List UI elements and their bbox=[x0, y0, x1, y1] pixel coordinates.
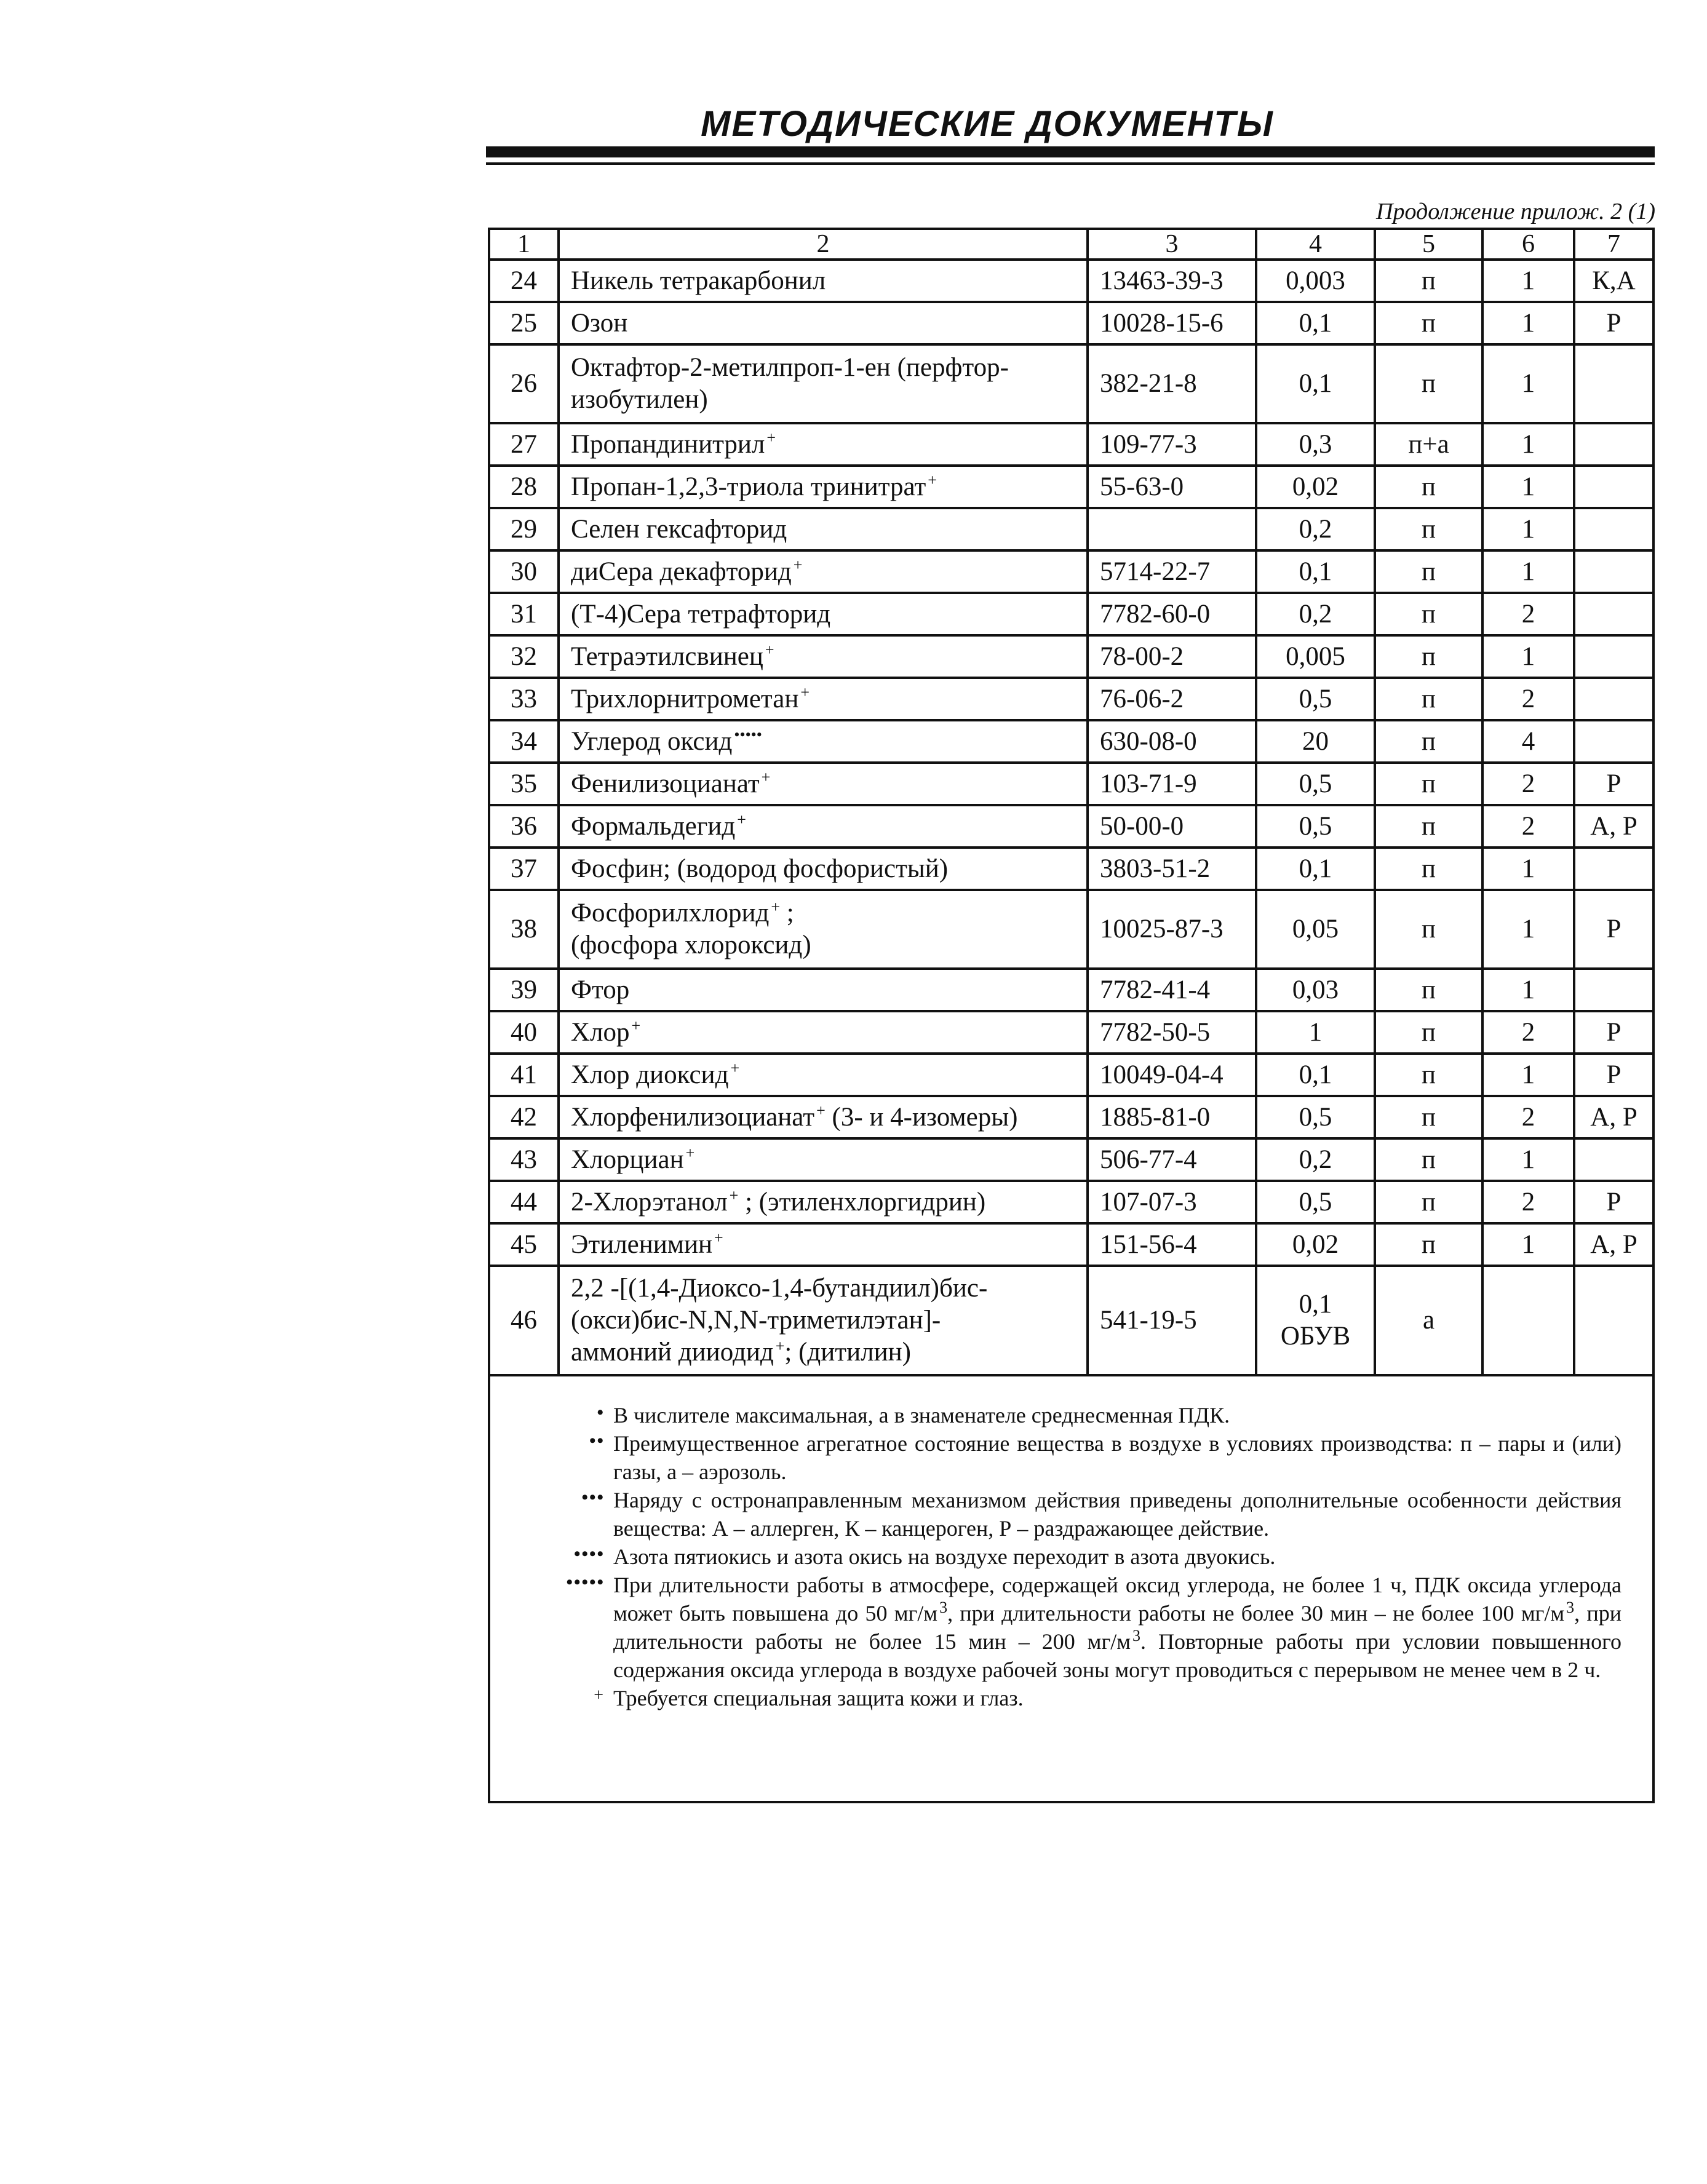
mac-value-cell bbox=[1256, 1054, 1375, 1096]
cas-number-cell: 7782-50-5 bbox=[1088, 1011, 1256, 1054]
substance-name: Октафтор-2-метилпроп-1-ен (перфтор- bbox=[571, 353, 1009, 382]
action-features-cell bbox=[1574, 678, 1653, 720]
table-row bbox=[489, 763, 1653, 805]
aggregate-state-cell: п+а bbox=[1375, 423, 1482, 466]
row-number-cell: 29 bbox=[489, 508, 559, 550]
mac-value-cell bbox=[1256, 805, 1375, 848]
hazard-class-cell: 1 bbox=[1482, 423, 1574, 466]
substance-name-cell bbox=[559, 466, 1088, 508]
mac-value: 0,5 bbox=[1299, 684, 1332, 713]
table-row bbox=[489, 1054, 1653, 1096]
action-features-cell: А, Р bbox=[1574, 1096, 1653, 1138]
aggregate-state-cell: п bbox=[1375, 720, 1482, 763]
footnote-marker: •••• bbox=[573, 1544, 605, 1564]
action-features-cell bbox=[1574, 1266, 1653, 1375]
cas-number-cell: 10025-87-3 bbox=[1088, 890, 1256, 969]
aggregate-state-cell: п bbox=[1375, 1181, 1482, 1223]
mac-value: 0,2 bbox=[1299, 1145, 1332, 1174]
row-number-cell: 39 bbox=[489, 969, 559, 1011]
footnote bbox=[546, 1401, 1621, 1429]
cas-number-cell: 50-00-0 bbox=[1088, 805, 1256, 848]
footnote-mark: + bbox=[765, 641, 774, 659]
action-features-cell: Р bbox=[1574, 890, 1653, 969]
substance-name-tail: (3- и 4-изомеры) bbox=[832, 1102, 1018, 1132]
substance-name-cell bbox=[559, 678, 1088, 720]
cas-number-cell: 109-77-3 bbox=[1088, 423, 1256, 466]
aggregate-state-cell: п bbox=[1375, 635, 1482, 678]
hazard-class-cell: 1 bbox=[1482, 466, 1574, 508]
mac-value: 0,03 bbox=[1292, 975, 1339, 1004]
cas-number-cell: 541-19-5 bbox=[1088, 1266, 1256, 1375]
action-features-cell bbox=[1574, 635, 1653, 678]
row-number-cell: 26 bbox=[489, 344, 559, 423]
footnote-mark: + bbox=[793, 556, 803, 574]
footnote-mark: + bbox=[631, 1017, 641, 1035]
footnote-text: Азота пятиокись и азота окись на воздухе переходит в азота двуокись. bbox=[613, 1544, 1276, 1569]
hazard-class-cell: 1 bbox=[1482, 848, 1574, 890]
header-rule-thick bbox=[486, 146, 1655, 157]
footnote-text: В числителе максимальная, а в знаменателе среднесменная ПДК. bbox=[613, 1403, 1230, 1428]
aggregate-state-cell: п bbox=[1375, 508, 1482, 550]
action-features-cell bbox=[1574, 1138, 1653, 1181]
mac-value: 0,02 bbox=[1292, 1229, 1339, 1259]
footnote-text: Преимущественное агрегатное состояние вещества в воздухе в условиях производства: п – пары и (или) газы, а – аэрозоль. bbox=[613, 1431, 1621, 1484]
cas-number-cell: 3803-51-2 bbox=[1088, 848, 1256, 890]
table-row bbox=[489, 1138, 1653, 1181]
cas-number-cell: 506-77-4 bbox=[1088, 1138, 1256, 1181]
substance-name-cell bbox=[559, 1181, 1088, 1223]
hazard-class-cell bbox=[1482, 1266, 1574, 1375]
footnote-mark: + bbox=[928, 471, 937, 490]
row-number-cell: 34 bbox=[489, 720, 559, 763]
mac-value-cell bbox=[1256, 720, 1375, 763]
table-row bbox=[489, 1223, 1653, 1266]
mac-value: 0,3 bbox=[1299, 429, 1332, 459]
footnote-mark: + bbox=[685, 1144, 695, 1162]
substance-name: Трихлорнитрометан bbox=[571, 684, 799, 713]
substance-name: Хлорфенилизоцианат bbox=[571, 1102, 815, 1132]
aggregate-state-cell: п bbox=[1375, 1138, 1482, 1181]
substance-name: Хлор диоксид bbox=[571, 1060, 729, 1089]
cas-number-cell: 382-21-8 bbox=[1088, 344, 1256, 423]
action-features-cell: А, Р bbox=[1574, 805, 1653, 848]
aggregate-state-cell: п bbox=[1375, 550, 1482, 593]
row-number-cell: 28 bbox=[489, 466, 559, 508]
aggregate-state-cell: п bbox=[1375, 848, 1482, 890]
table-row bbox=[489, 720, 1653, 763]
row-number-cell: 25 bbox=[489, 302, 559, 344]
footnote-mark: + bbox=[737, 811, 746, 829]
row-number-cell: 33 bbox=[489, 678, 559, 720]
footnote bbox=[546, 1429, 1621, 1486]
cas-number-cell: 630-08-0 bbox=[1088, 720, 1256, 763]
row-number-cell: 30 bbox=[489, 550, 559, 593]
superscript: 3 bbox=[1566, 1598, 1575, 1616]
footnote-mark: + bbox=[771, 897, 781, 916]
mac-value: 0,1 bbox=[1299, 308, 1332, 338]
substance-name-cell bbox=[559, 1096, 1088, 1138]
table-row bbox=[489, 1096, 1653, 1138]
hazard-class-cell: 1 bbox=[1482, 260, 1574, 302]
cas-number-cell: 1885-81-0 bbox=[1088, 1096, 1256, 1138]
row-number-cell: 24 bbox=[489, 260, 559, 302]
substance-name-line2: (окси)бис-N,N,N-триметилэтан]- bbox=[571, 1306, 941, 1335]
action-features-cell bbox=[1574, 550, 1653, 593]
footnote-mark: + bbox=[800, 683, 810, 702]
column-header: 3 bbox=[1088, 229, 1256, 260]
substance-name-line3-tail: ; (дитилин) bbox=[784, 1338, 911, 1367]
substance-name-cell bbox=[559, 260, 1088, 302]
cas-number-cell: 103-71-9 bbox=[1088, 763, 1256, 805]
mac-value-cell bbox=[1256, 1096, 1375, 1138]
action-features-cell: Р bbox=[1574, 302, 1653, 344]
substance-name: Хлор bbox=[571, 1017, 630, 1047]
table-row bbox=[489, 848, 1653, 890]
column-header: 7 bbox=[1574, 229, 1653, 260]
substance-name: Пропандинитрил bbox=[571, 429, 765, 459]
column-header: 1 bbox=[489, 229, 559, 260]
mac-value-cell bbox=[1256, 1223, 1375, 1266]
hazard-class-cell: 1 bbox=[1482, 969, 1574, 1011]
action-features-cell bbox=[1574, 466, 1653, 508]
mac-value-cell bbox=[1256, 260, 1375, 302]
action-features-cell: Р bbox=[1574, 1054, 1653, 1096]
substance-name-cell bbox=[559, 1138, 1088, 1181]
mac-value-cell bbox=[1256, 1181, 1375, 1223]
hazard-class-cell: 1 bbox=[1482, 302, 1574, 344]
row-number-cell: 35 bbox=[489, 763, 559, 805]
mac-value-cell bbox=[1256, 302, 1375, 344]
footnote-text: При длительности работы в атмосфере, содержащей оксид углерода, не более 1 ч, ПДК оксида углерода может быть повышена до 50 мг/м bbox=[613, 1573, 1621, 1626]
cas-number-cell: 5714-22-7 bbox=[1088, 550, 1256, 593]
mac-value: 20 bbox=[1302, 726, 1329, 756]
table-row bbox=[489, 508, 1653, 550]
mac-value: 1 bbox=[1308, 1017, 1323, 1047]
hazard-class-cell: 2 bbox=[1482, 763, 1574, 805]
hazard-class-cell: 1 bbox=[1482, 635, 1574, 678]
substance-name-tail: ; bbox=[786, 899, 794, 927]
substance-name: Формальдегид bbox=[571, 811, 736, 841]
mac-value-cell bbox=[1256, 678, 1375, 720]
table-row bbox=[489, 805, 1653, 848]
hazard-class-cell: 2 bbox=[1482, 805, 1574, 848]
substance-name: Фосфорилхлорид bbox=[571, 899, 770, 927]
mac-value: 0,1 bbox=[1299, 1060, 1332, 1089]
mac-value-cell bbox=[1256, 969, 1375, 1011]
page-header bbox=[486, 97, 1655, 171]
footnote-marker: ••••• bbox=[566, 1572, 605, 1592]
footnote-marker: • bbox=[597, 1402, 605, 1423]
column-header: 5 bbox=[1375, 229, 1482, 260]
notes-row bbox=[489, 1375, 1653, 1802]
substance-name: Фтор bbox=[571, 975, 630, 1004]
mac-value: 0,1 bbox=[1299, 854, 1332, 883]
substance-name-line2: изобутилен) bbox=[571, 385, 708, 414]
mac-value: 0,2 bbox=[1299, 514, 1332, 544]
substance-name-cell bbox=[559, 969, 1088, 1011]
footnote-mark: + bbox=[816, 1102, 826, 1120]
column-header: 4 bbox=[1256, 229, 1375, 260]
cas-number-cell: 76-06-2 bbox=[1088, 678, 1256, 720]
action-features-cell bbox=[1574, 344, 1653, 423]
column-header: 6 bbox=[1482, 229, 1574, 260]
row-number-cell: 36 bbox=[489, 805, 559, 848]
substance-name: Пропан-1,2,3-триола тринитрат bbox=[571, 472, 926, 501]
aggregate-state-cell: п bbox=[1375, 1223, 1482, 1266]
mac-value: 0,003 bbox=[1286, 266, 1345, 295]
substance-name: 2,2 -[(1,4-Диоксо-1,4-бутандиил)бис- bbox=[571, 1274, 988, 1303]
mac-value-cell bbox=[1256, 635, 1375, 678]
hazard-class-cell: 1 bbox=[1482, 1223, 1574, 1266]
mac-value-cell bbox=[1256, 1266, 1375, 1375]
mac-value: 0,2 bbox=[1299, 599, 1332, 629]
aggregate-state-cell: п bbox=[1375, 260, 1482, 302]
substance-name: Селен гексафторид bbox=[571, 514, 787, 544]
cas-number-cell: 107-07-3 bbox=[1088, 1181, 1256, 1223]
table-row bbox=[489, 466, 1653, 508]
row-number-cell: 41 bbox=[489, 1054, 559, 1096]
substance-name-cell bbox=[559, 1011, 1088, 1054]
row-number-cell: 38 bbox=[489, 890, 559, 969]
substance-name-cell bbox=[559, 635, 1088, 678]
mac-value-cell bbox=[1256, 848, 1375, 890]
substance-name: Фенилизоцианат bbox=[571, 769, 760, 798]
footnote-text: . Повторные работы при условии повышенного содержания оксида углерода в воздухе рабочей зоны могут проводиться с перерывом не менее чем в 2 ч. bbox=[613, 1629, 1621, 1682]
table-header-row bbox=[489, 229, 1653, 260]
mac-value-cell bbox=[1256, 423, 1375, 466]
footnote bbox=[546, 1571, 1621, 1684]
table-row bbox=[489, 302, 1653, 344]
cas-number-cell bbox=[1088, 508, 1256, 550]
hazard-class-cell: 1 bbox=[1482, 1138, 1574, 1181]
footnote-mark: + bbox=[730, 1059, 740, 1078]
aggregate-state-cell: п bbox=[1375, 1011, 1482, 1054]
mac-value-cell bbox=[1256, 890, 1375, 969]
footnote bbox=[546, 1684, 1621, 1712]
aggregate-state-cell: п bbox=[1375, 302, 1482, 344]
mac-value: 0,1 bbox=[1299, 369, 1332, 398]
footnote-mark: + bbox=[714, 1229, 723, 1247]
substance-name-cell bbox=[559, 302, 1088, 344]
mac-value: 0,005 bbox=[1286, 641, 1345, 671]
aggregate-state-cell: п bbox=[1375, 1096, 1482, 1138]
header-rule-thin bbox=[486, 162, 1655, 165]
hazard-class-cell: 1 bbox=[1482, 1054, 1574, 1096]
hazard-class-cell: 1 bbox=[1482, 508, 1574, 550]
aggregate-state-cell: п bbox=[1375, 969, 1482, 1011]
substance-name: 2-Хлорэтанол bbox=[571, 1187, 728, 1217]
table-row bbox=[489, 890, 1653, 969]
hazard-class-cell: 2 bbox=[1482, 1096, 1574, 1138]
table-row bbox=[489, 1266, 1653, 1375]
footnote-marker: + bbox=[594, 1686, 605, 1705]
mac-value-cell bbox=[1256, 593, 1375, 635]
cas-number-cell: 10028-15-6 bbox=[1088, 302, 1256, 344]
substance-name-cell bbox=[559, 593, 1088, 635]
substance-name: Этиленимин bbox=[571, 1229, 712, 1259]
substance-name-cell bbox=[559, 508, 1088, 550]
mac-value-cell bbox=[1256, 466, 1375, 508]
footnote-marker: ••• bbox=[581, 1487, 605, 1507]
mac-value: 0,1 bbox=[1299, 557, 1332, 586]
hazard-class-cell: 2 bbox=[1482, 593, 1574, 635]
action-features-cell: Р bbox=[1574, 763, 1653, 805]
action-features-cell: К,А bbox=[1574, 260, 1653, 302]
hazard-class-cell: 1 bbox=[1482, 550, 1574, 593]
cas-number-cell: 151-56-4 bbox=[1088, 1223, 1256, 1266]
substance-name: диСера декафторид bbox=[571, 557, 792, 586]
cas-number-cell: 13463-39-3 bbox=[1088, 260, 1256, 302]
cas-number-cell: 7782-60-0 bbox=[1088, 593, 1256, 635]
column-header: 2 bbox=[559, 229, 1088, 260]
table-row bbox=[489, 423, 1653, 466]
aggregate-state-cell: п bbox=[1375, 1054, 1482, 1096]
hazard-class-cell: 2 bbox=[1482, 1181, 1574, 1223]
mac-value: 0,5 bbox=[1299, 769, 1332, 798]
row-number-cell: 42 bbox=[489, 1096, 559, 1138]
substance-name: Тетраэтилсвинец bbox=[571, 641, 763, 671]
row-number-cell: 40 bbox=[489, 1011, 559, 1054]
mac-value: 0,5 bbox=[1299, 1102, 1332, 1132]
mac-value-cell bbox=[1256, 550, 1375, 593]
row-number-cell: 43 bbox=[489, 1138, 559, 1181]
row-number-cell: 31 bbox=[489, 593, 559, 635]
aggregate-state-cell: п bbox=[1375, 763, 1482, 805]
row-number-cell: 27 bbox=[489, 423, 559, 466]
footnote-mark: + bbox=[766, 429, 776, 447]
action-features-cell bbox=[1574, 720, 1653, 763]
hazard-class-cell: 4 bbox=[1482, 720, 1574, 763]
superscript: 3 bbox=[939, 1598, 948, 1616]
table-row bbox=[489, 550, 1653, 593]
table-row bbox=[489, 260, 1653, 302]
row-number-cell: 44 bbox=[489, 1181, 559, 1223]
table-row bbox=[489, 344, 1653, 423]
substance-name: Углерод оксид bbox=[571, 726, 733, 756]
mac-value: 0,1 bbox=[1299, 1290, 1332, 1319]
substance-name: Никель тетракарбонил bbox=[571, 266, 826, 295]
cas-number-cell: 7782-41-4 bbox=[1088, 969, 1256, 1011]
mac-value-cell bbox=[1256, 1138, 1375, 1181]
aggregate-state-cell: п bbox=[1375, 678, 1482, 720]
aggregate-state-cell: п bbox=[1375, 805, 1482, 848]
table-row bbox=[489, 678, 1653, 720]
hazard-class-cell: 2 bbox=[1482, 1011, 1574, 1054]
substance-name: (Т-4)Сера тетрафторид bbox=[571, 599, 831, 629]
substance-name-cell bbox=[559, 550, 1088, 593]
substance-name-cell bbox=[559, 423, 1088, 466]
substance-name-cell bbox=[559, 1223, 1088, 1266]
row-number-cell: 32 bbox=[489, 635, 559, 678]
page-title: МЕТОДИЧЕСКИЕ ДОКУМЕНТЫ bbox=[701, 104, 1274, 144]
substance-name-cell bbox=[559, 848, 1088, 890]
table-row bbox=[489, 1181, 1653, 1223]
substance-name-cell bbox=[559, 763, 1088, 805]
substance-name-cell bbox=[559, 1054, 1088, 1096]
substance-name-cell bbox=[559, 1266, 1088, 1375]
footnote-mark: + bbox=[775, 1336, 785, 1355]
footnote-text: , при длительности работы не более 15 мин – 200 мг/м bbox=[613, 1601, 1621, 1654]
row-number-cell: 37 bbox=[489, 848, 559, 890]
table-row bbox=[489, 593, 1653, 635]
mac-value-cell bbox=[1256, 508, 1375, 550]
action-features-cell: А, Р bbox=[1574, 1223, 1653, 1266]
mac-value: 0,02 bbox=[1292, 472, 1339, 501]
superscript: 3 bbox=[1132, 1627, 1141, 1645]
footnote-text: Требуется специальная защита кожи и глаз. bbox=[613, 1686, 1024, 1710]
mac-value-cell bbox=[1256, 1011, 1375, 1054]
footnote-marker: •• bbox=[589, 1431, 605, 1451]
table-row bbox=[489, 969, 1653, 1011]
footnote bbox=[546, 1486, 1621, 1543]
mac-value: 0,5 bbox=[1299, 811, 1332, 841]
mac-value: 0,05 bbox=[1292, 915, 1339, 943]
footnote-text: Наряду с остронаправленным механизмом действия приведены дополнительные особенности действия вещества: А – аллерген, К – канцероген, Р – раздражающее действие. bbox=[613, 1488, 1621, 1541]
table-row bbox=[489, 1011, 1653, 1054]
footnote-text: , при длительности работы не более 30 мин – не более 100 мг/м bbox=[947, 1601, 1565, 1626]
cas-number-cell: 55-63-0 bbox=[1088, 466, 1256, 508]
action-features-cell: Р bbox=[1574, 1181, 1653, 1223]
footnote bbox=[546, 1543, 1621, 1571]
substance-name-cell bbox=[559, 890, 1088, 969]
substance-name: Озон bbox=[571, 308, 628, 338]
substance-name-cell bbox=[559, 805, 1088, 848]
action-features-cell bbox=[1574, 423, 1653, 466]
substance-name-tail: ; (этиленхлоргидрин) bbox=[745, 1187, 986, 1217]
action-features-cell bbox=[1574, 848, 1653, 890]
footnotes bbox=[489, 1375, 1653, 1802]
footnote-mark: ••••• bbox=[734, 726, 762, 744]
footnote-mark: + bbox=[761, 768, 771, 787]
action-features-cell bbox=[1574, 508, 1653, 550]
cas-number-cell: 10049-04-4 bbox=[1088, 1054, 1256, 1096]
table-row bbox=[489, 635, 1653, 678]
action-features-cell bbox=[1574, 593, 1653, 635]
substance-name: Хлорциан bbox=[571, 1145, 684, 1174]
aggregate-state-cell: а bbox=[1375, 1266, 1482, 1375]
continuation-label: Продолжение прилож. 2 (1) bbox=[1376, 199, 1655, 224]
aggregate-state-cell: п bbox=[1375, 890, 1482, 969]
substance-name-cell bbox=[559, 720, 1088, 763]
cas-number-cell: 78-00-2 bbox=[1088, 635, 1256, 678]
substance-name-line3: аммоний дииодид bbox=[571, 1338, 774, 1367]
substance-name: Фосфин; (водород фосфористый) bbox=[571, 854, 949, 883]
row-number-cell: 45 bbox=[489, 1223, 559, 1266]
substances-table bbox=[488, 228, 1655, 1803]
hazard-class-cell: 1 bbox=[1482, 344, 1574, 423]
footnote-mark: + bbox=[729, 1186, 739, 1205]
action-features-cell bbox=[1574, 969, 1653, 1011]
substance-name-cell bbox=[559, 344, 1088, 423]
mac-value: 0,5 bbox=[1299, 1187, 1332, 1217]
mac-value-cell bbox=[1256, 344, 1375, 423]
hazard-class-cell: 1 bbox=[1482, 890, 1574, 969]
substance-name-line2: (фосфора хлороксид) bbox=[571, 931, 811, 959]
mac-value-note: ОБУВ bbox=[1280, 1322, 1351, 1351]
row-number-cell: 46 bbox=[489, 1266, 559, 1375]
mac-value-cell bbox=[1256, 763, 1375, 805]
aggregate-state-cell: п bbox=[1375, 344, 1482, 423]
aggregate-state-cell: п bbox=[1375, 593, 1482, 635]
hazard-class-cell: 2 bbox=[1482, 678, 1574, 720]
aggregate-state-cell: п bbox=[1375, 466, 1482, 508]
action-features-cell: Р bbox=[1574, 1011, 1653, 1054]
